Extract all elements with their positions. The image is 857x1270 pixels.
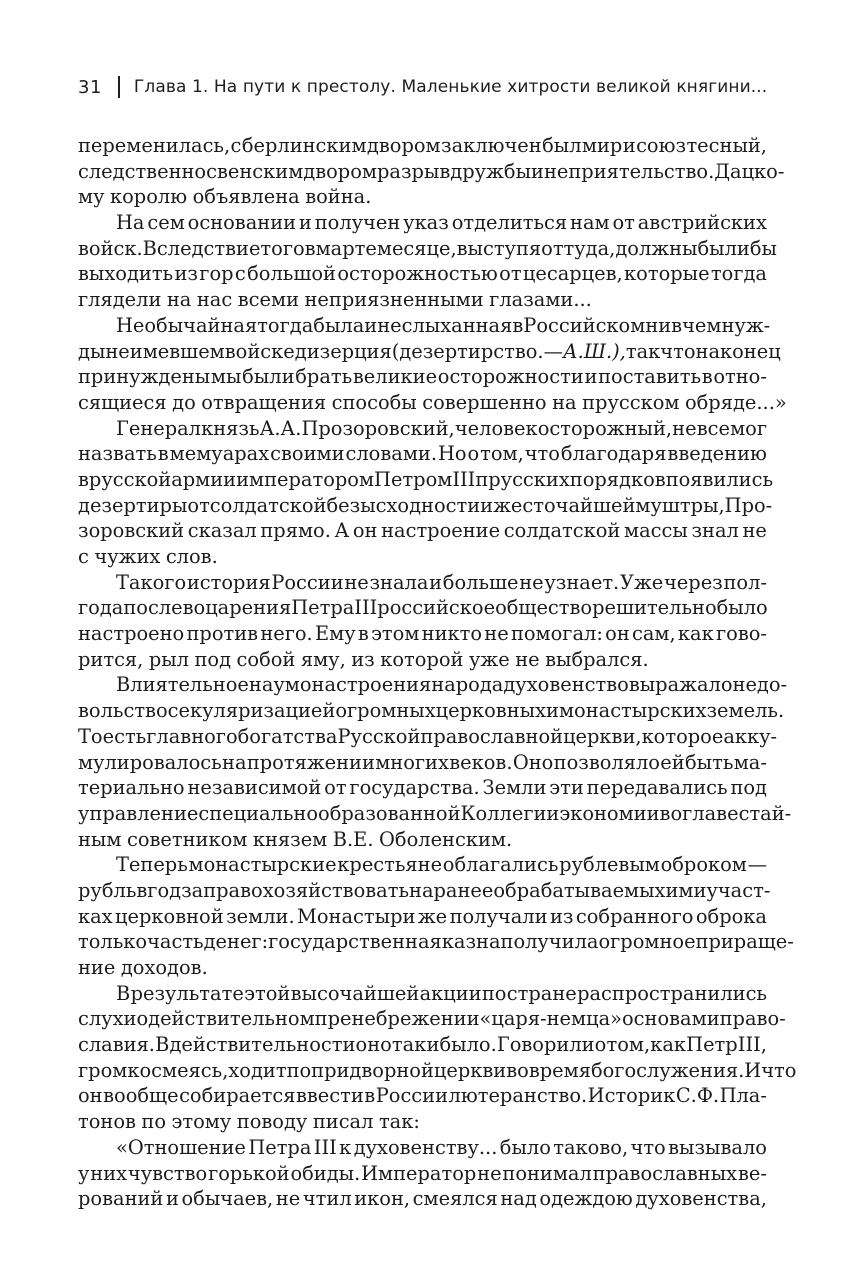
text-line: выходить из гор с большой осторожностью от цесарцев, которые тогда <box>78 262 767 286</box>
running-head <box>78 72 778 102</box>
text-line: следственно с венским двором разрыв дружбы и неприятельство. Дацко- <box>78 159 785 183</box>
text-line: с чужих слов. <box>78 545 218 568</box>
text-line: принуждены мы были брать великие осторожности и поставить в отно- <box>78 365 767 389</box>
text-line: сящиеся до отвращения способы совершенно на прусском обряде...» <box>78 390 787 414</box>
text-line: То есть главного богатства Русской православной церкви, которое акку- <box>78 724 778 748</box>
text-line: териально независимой от государства. Земли эти передавались под <box>78 776 767 800</box>
text-line: в русской армии императором Петром III прусских порядков появились <box>78 467 774 491</box>
text-line: дезертиры от солдатской безысходности и жесточайшей муштры, Про- <box>78 493 773 517</box>
text-line: Необычайная тогда была и неслыханная в Российском ни в чем нуж- <box>116 313 771 337</box>
body-text <box>78 133 797 1212</box>
text-line: Такого история России не знала и больше не узнает. Уже через пол- <box>116 570 767 594</box>
text-line: слухи о действительном пренебрежении «царя-немца» основами право- <box>78 1007 786 1031</box>
text-line: рится, рыл под собой яму, из которой уже не выбрался. <box>78 647 649 671</box>
text-line: настроено против него. Ему в этом никто не помогал: он сам, как гово- <box>78 622 767 646</box>
text-line: вольство секуляризацией огромных церковных и монастырских земель. <box>78 699 785 723</box>
text-line: тонов по этому поводу писал так: <box>78 1110 420 1134</box>
page-number: 31 <box>78 76 102 98</box>
text-line: Генерал князь А.А. Прозоровский, человек осторожный, не все мог <box>116 416 767 440</box>
text-line: у них чувство горькой обиды. Император не понимал православных ве- <box>78 1161 767 1185</box>
text-line: громко смеясь, ходит по придворной церкви во время богослужения. И что <box>78 1058 797 1082</box>
text-line: «Отношение Петра III к духовенству... было таково, что вызывало <box>116 1135 767 1159</box>
text-line: он вообще собирается ввести в России лютеранство. Историк С.Ф. Пла- <box>78 1084 767 1108</box>
text-line: только часть денег: государственная казна получила огромное прираще- <box>78 930 794 954</box>
text-line: переменилась, с берлинским двором заключен был мир и союз тесный, <box>78 134 767 157</box>
text-line: назвать в мемуарах своими словами. Но о том, что благодаря введению <box>78 442 767 466</box>
text-line: Теперь монастырские крестьяне облагались рублевым оброком — <box>116 853 767 877</box>
text-line: славия. В действительности оно так и было. Говорили о том, как Петр III, <box>78 1033 767 1057</box>
text-line: зоровский сказал прямо. А он настроение солдатской массы знал не <box>78 519 767 543</box>
header-separator <box>118 76 120 98</box>
text-line: В результате этой высочайшей акции по стране распространились <box>116 981 767 1005</box>
text-line: ках церковной земли. Монастыри же получали из собранного оброка <box>78 904 767 928</box>
chapter-title: Глава 1. На пути к престолу. Маленькие хитрости великой княгини... <box>133 77 768 97</box>
text-line: му королю объявлена война. <box>78 185 372 209</box>
text-line: войск. Вследствие того в марте месяце, выступя оттуда, должны были бы <box>78 236 777 260</box>
text-line: управление специально образованной Коллегии экономии во главе с тай- <box>78 801 792 825</box>
text-line: глядели на нас всеми неприязненными глазами... <box>78 288 592 312</box>
text-line: рубль в год за право хозяйствовать на ранее обрабатываемых ими участ- <box>78 878 771 902</box>
text-line: Влиятельное на умонастроения народа духовенство выражало недо- <box>116 673 788 697</box>
text-line: ным советником князем В.Е. Оболенским. <box>78 827 513 851</box>
text-line: ние доходов. <box>78 956 208 979</box>
text-line: года после воцарения Петра III российское общество решительно было <box>78 596 768 620</box>
text-line: рований и обычаев, не чтил икон, смеялся над одеждою духовенства, <box>78 1187 767 1211</box>
text-line: ды не имевшем войске дизерция (дезертирство. — А. Ш.), так что наконец <box>78 339 781 363</box>
text-line: мулировалось на протяжении многих веков. Оно позволяло ей быть ма- <box>78 750 767 774</box>
text-line: На сем основании и получен указ отделиться нам от австрийских <box>116 211 767 235</box>
